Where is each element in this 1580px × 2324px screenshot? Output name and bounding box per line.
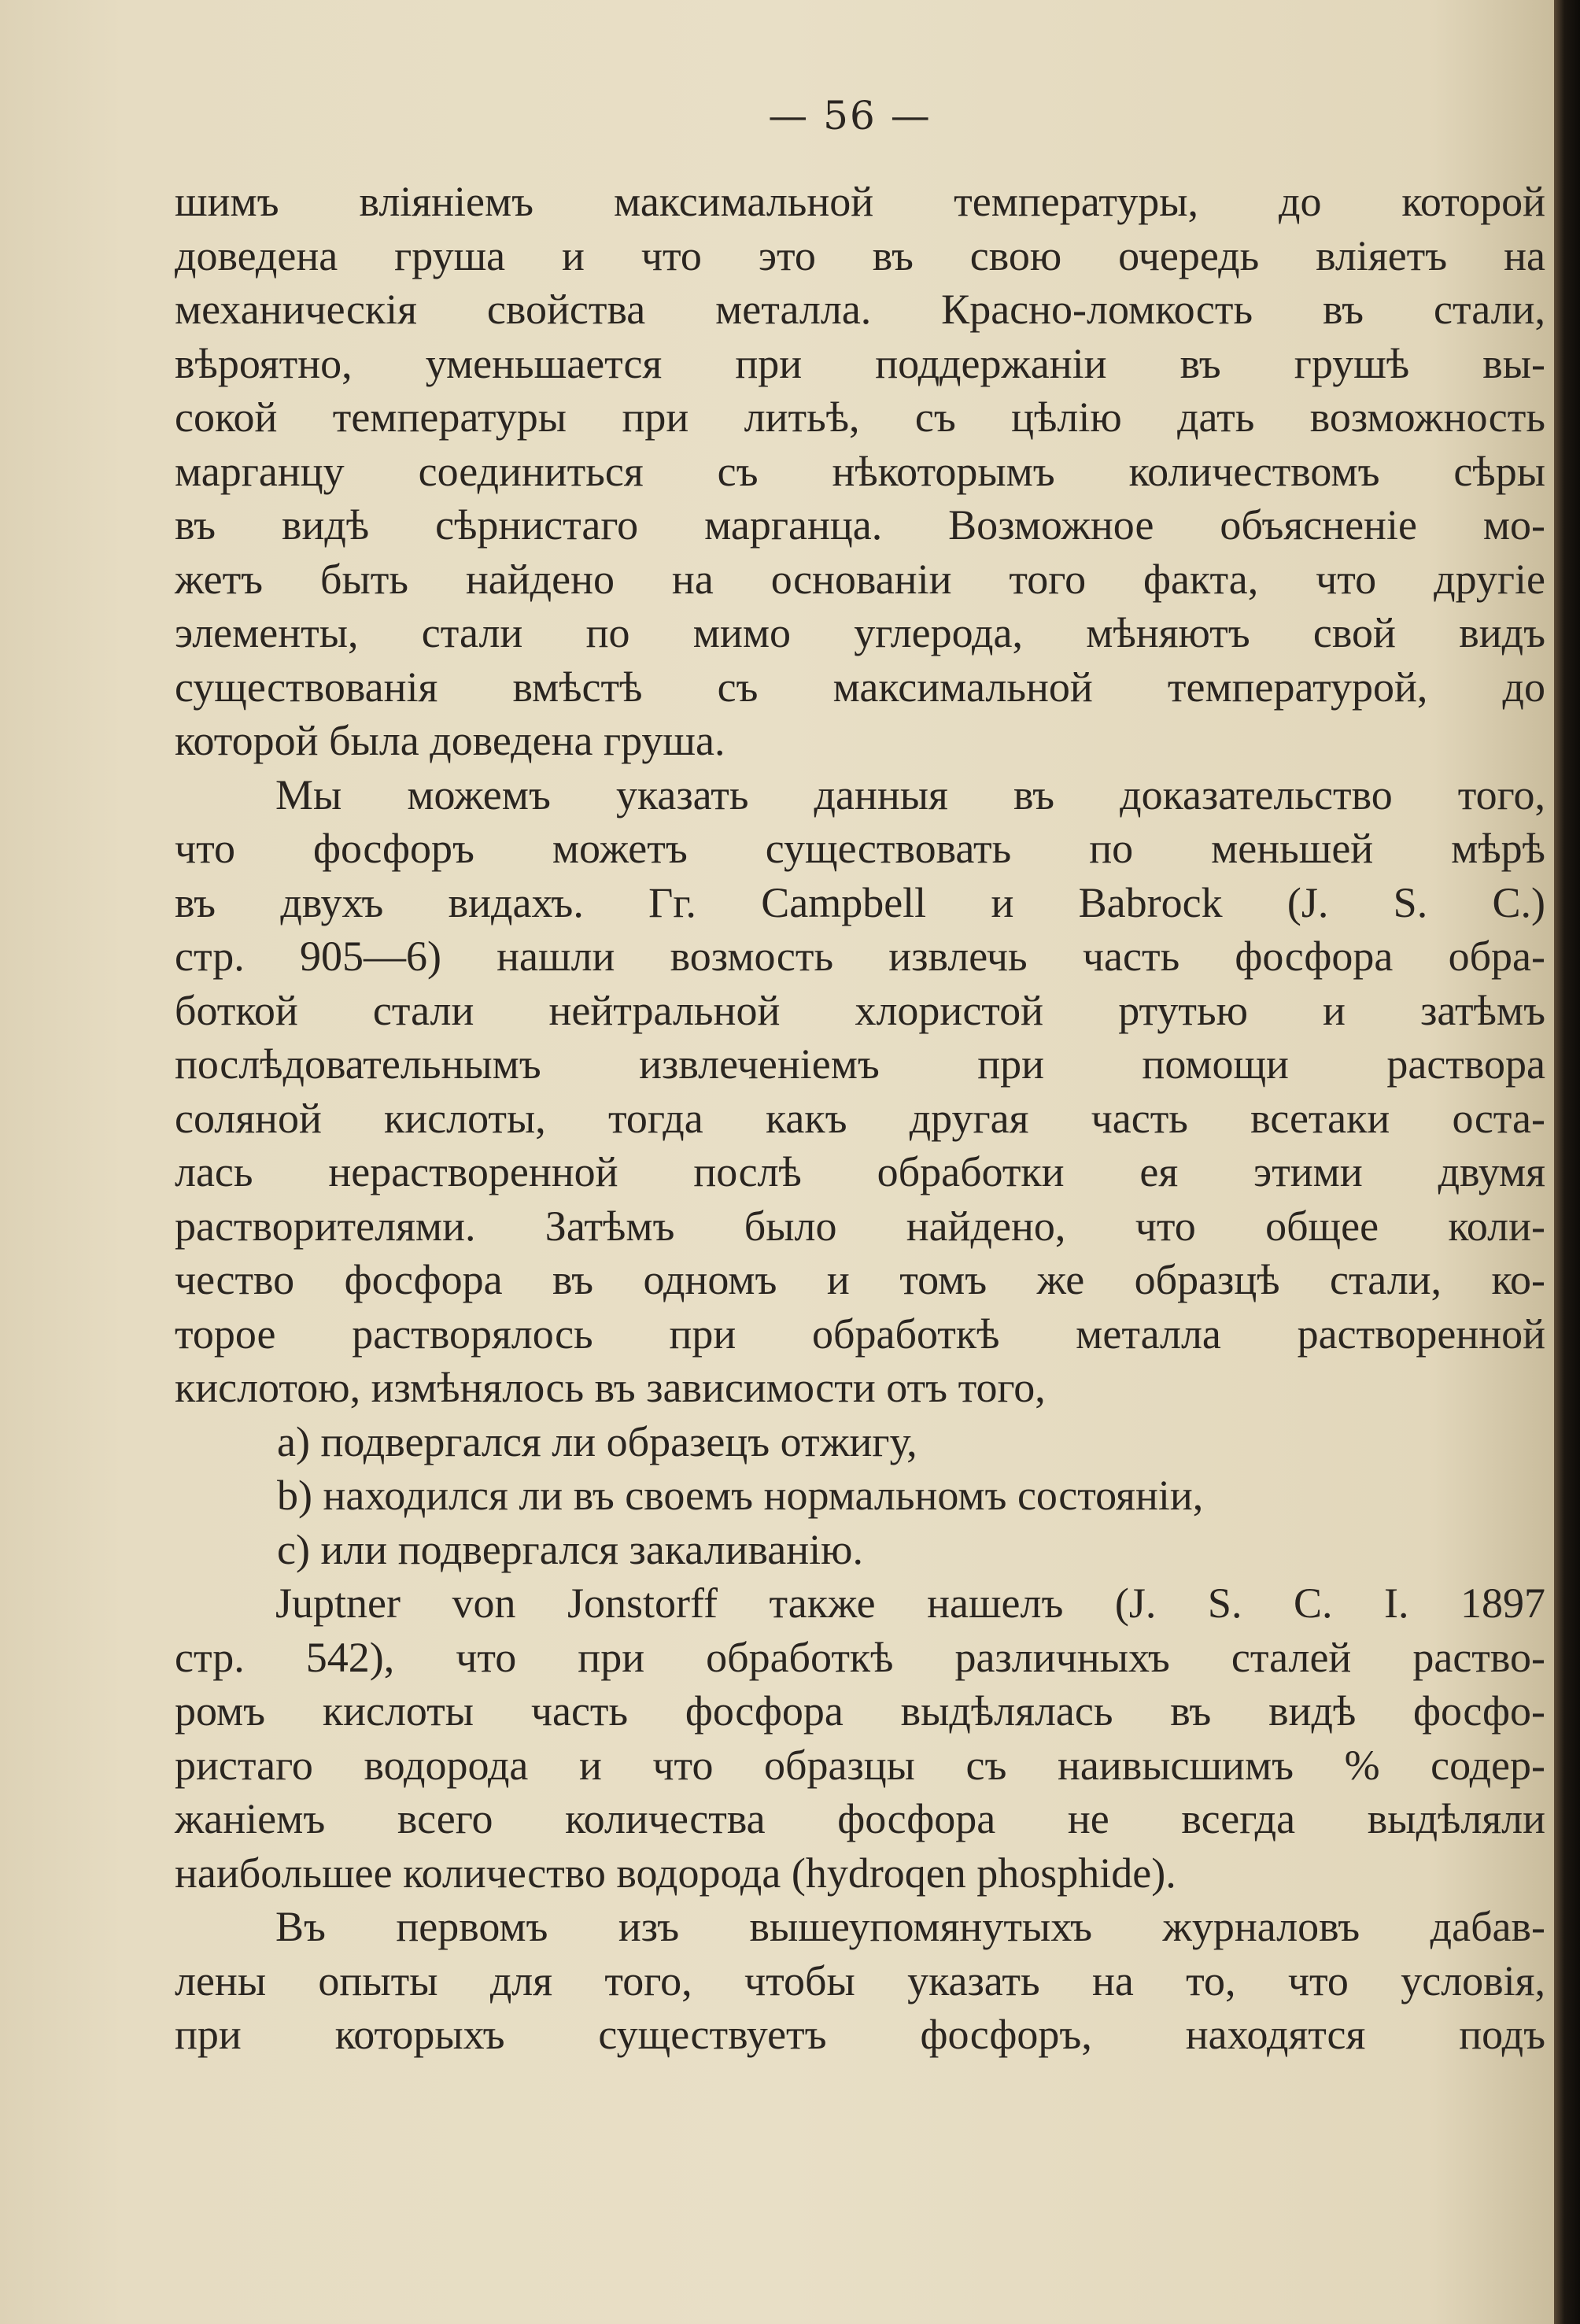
paragraph: [175, 1576, 1545, 1900]
text-line: при которыхъ существуетъ фосфоръ, находятся подъ: [175, 2011, 1545, 2058]
list-item: c) или подвергался закаливанію.: [277, 1525, 864, 1573]
text-line: торое растворялось при обработкѣ металла растворенной: [175, 1310, 1545, 1358]
paragraph: [175, 1900, 1545, 2062]
text-line: стр. 542), что при обработкѣ различныхъ сталей раство-: [175, 1633, 1545, 1681]
text-line: наибольшее количество водорода (hydroqen phosphide).: [175, 1849, 1176, 1897]
text-line: сокой температуры при литьѣ, съ цѣлію дать возможность: [175, 393, 1545, 441]
text-line: стр. 905—6) нашли возмость извлечь часть фосфора обра-: [175, 933, 1545, 980]
text-line: послѣдовательнымъ извлеченіемъ при помощи раствора: [175, 1040, 1545, 1088]
text-line: механическія свойства металла. Красно-ломкость въ стали,: [175, 286, 1545, 333]
text-line: вѣроятно, уменьшается при поддержаніи въ грушѣ вы-: [175, 339, 1545, 387]
book-spine-shadow: [1554, 0, 1580, 2324]
text-line: элементы, стали по мимо углерода, мѣняютъ свой видъ: [175, 609, 1545, 656]
text-line: Juptner von Jonstorff также нашелъ (J. S. C. I. 1897: [275, 1580, 1545, 1627]
text-line: жетъ быть найдено на основаніи того факта, что другіе: [175, 555, 1545, 603]
text-line: ромъ кислоты часть фосфора выдѣлялась въ видѣ фосфо-: [175, 1687, 1545, 1735]
text-line: растворителями. Затѣмъ было найдено, что общее коли-: [175, 1202, 1545, 1250]
text-line: Мы можемъ указать данныя въ доказательство того,: [275, 770, 1545, 818]
text-line: Въ первомъ изъ вышеупомянутыхъ журналовъ дабав-: [275, 1903, 1545, 1950]
paragraph: [175, 175, 1545, 768]
text-line: чество фосфора въ одномъ и томъ же образцѣ стали, ко-: [175, 1256, 1545, 1303]
paragraph: [175, 768, 1545, 1415]
text-line: кислотою, измѣнялось въ зависимости отъ того,: [175, 1364, 1046, 1411]
text-line: боткой стали нейтральной хлористой ртутью и затѣмъ: [175, 986, 1545, 1034]
condition-list: [175, 1415, 1545, 1577]
text-line: шимъ вліяніемъ максимальной температуры, до которой: [175, 178, 1545, 225]
text-line: существованія вмѣстѣ съ максимальной температурой, до: [175, 663, 1545, 711]
text-line: доведена груша и что это въ свою очередь вліяетъ на: [175, 231, 1545, 279]
text-line: жаніемъ всего количества фосфора не всегда выдѣляли: [175, 1795, 1545, 1842]
text-line: лась нерастворенной послѣ обработки ея этими двумя: [175, 1148, 1545, 1195]
list-item: a) подвергался ли образецъ отжигу,: [277, 1417, 917, 1465]
text-line: что фосфоръ можетъ существовать по меньшей мѣрѣ: [175, 825, 1545, 872]
text-line: соляной кислоты, тогда какъ другая часть всетаки оста-: [175, 1094, 1545, 1142]
text-line: марганцу соединиться съ нѣкоторымъ количествомъ сѣры: [175, 447, 1545, 495]
page-number: — 56 —: [768, 93, 932, 139]
list-item: b) находился ли въ своемъ нормальномъ состояніи,: [277, 1472, 1204, 1519]
text-line: лены опыты для того, чтобы указать на то, что условія,: [175, 1956, 1545, 2004]
text-line: которой была доведена груша.: [175, 717, 725, 764]
body-text: [175, 175, 1545, 2062]
text-line: въ двухъ видахъ. Гг. Campbell и Babrock (J. S. C.): [175, 878, 1545, 926]
text-line: въ видѣ сѣрнистаго марганца. Возможное объясненіе мо-: [175, 501, 1545, 549]
text-line: ристаго водорода и что образцы съ наивысшимъ % содер-: [175, 1741, 1545, 1789]
